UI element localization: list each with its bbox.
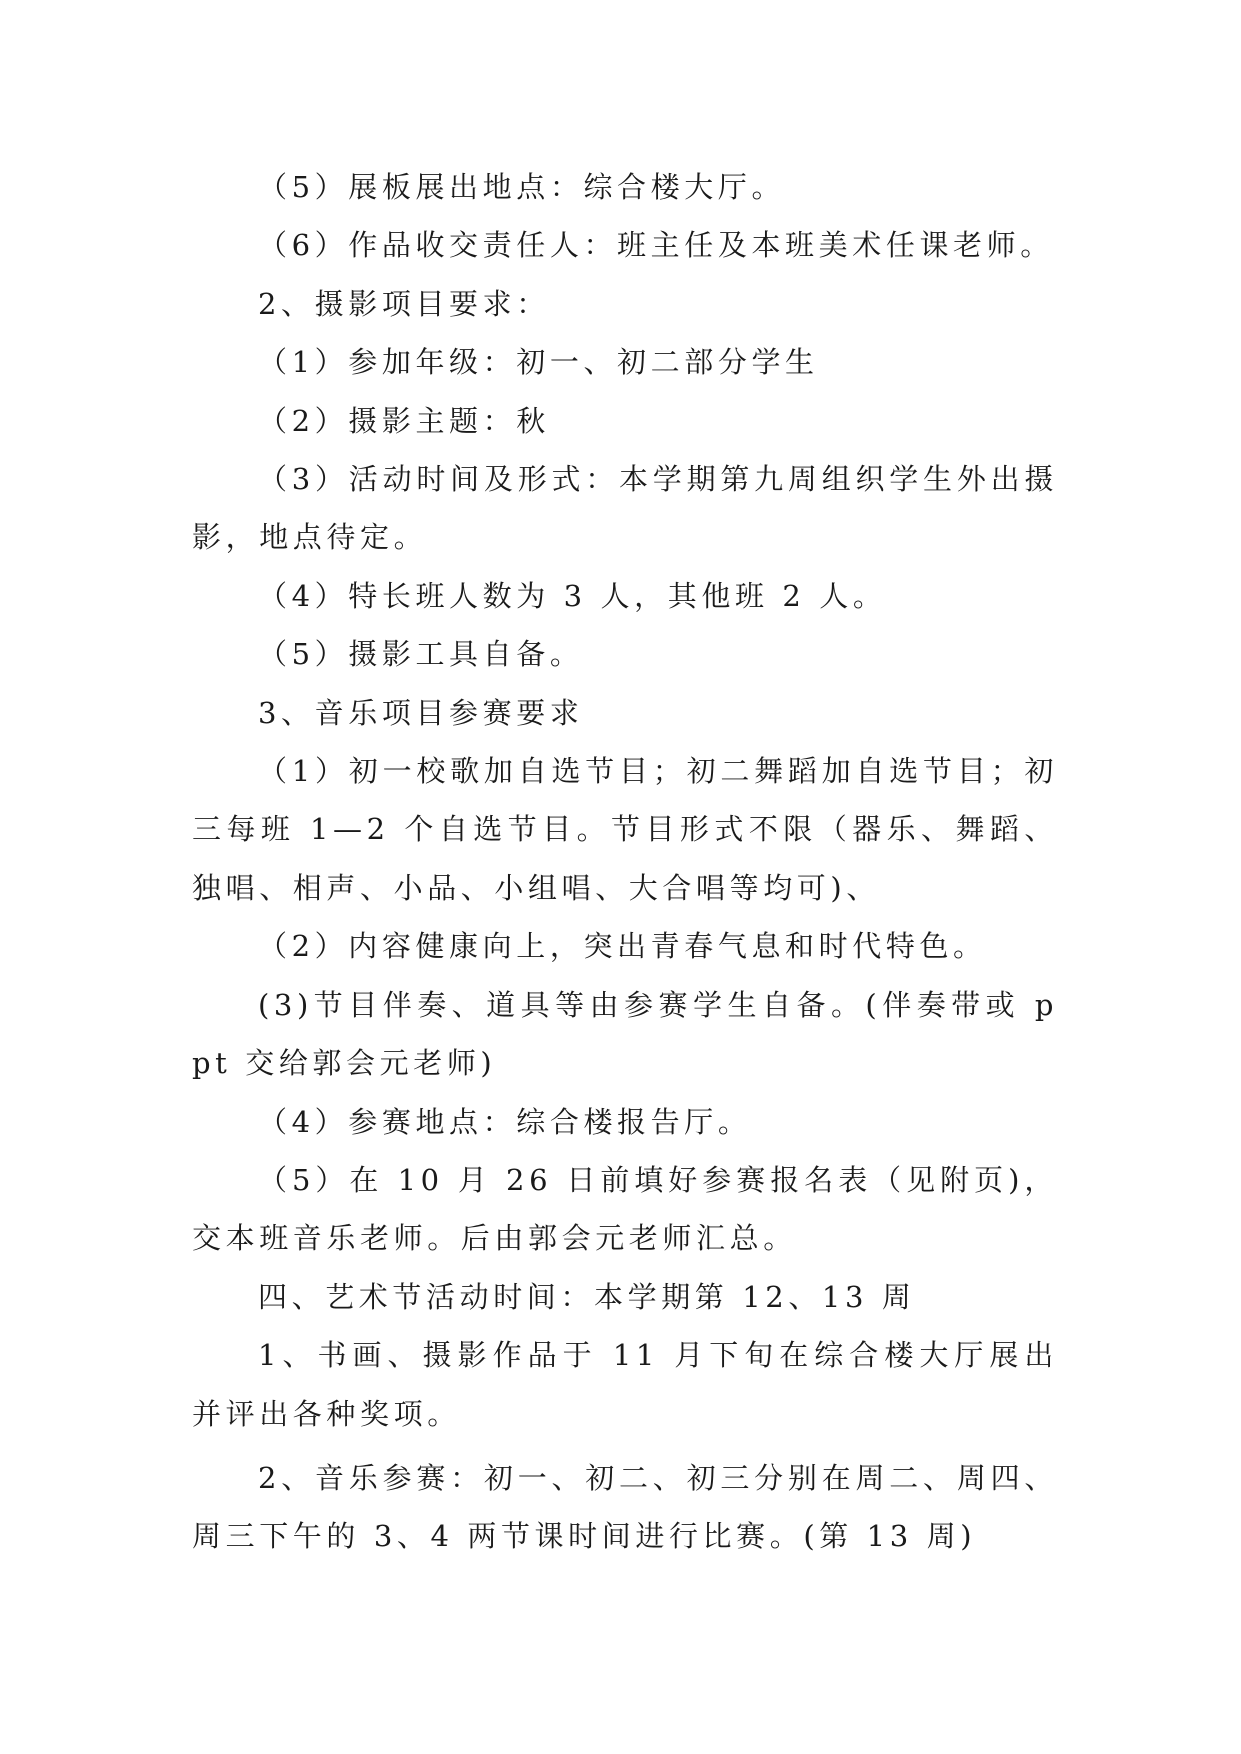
paragraph-music-programs: （1）初一校歌加自选节目；初二舞蹈加自选节目；初三每班 1—2 个自选节目。节目形式不限（器乐、舞蹈、独唱、相声、小品、小组唱、大合唱等均可)、 [192, 754, 1058, 905]
section-music-requirements: 3、音乐项目参赛要求 [258, 695, 584, 730]
paragraph-photography-theme: （2）摄影主题：秋 [258, 403, 550, 438]
paragraph-photography-tools: （5）摄影工具自备。 [258, 637, 584, 672]
paragraph-collection-responsible: （6）作品收交责任人：班主任及本班美术任课老师。 [258, 228, 1054, 263]
paragraph-photography-quota: （4）特长班人数为 3 人，其他班 2 人。 [258, 578, 887, 613]
paragraph-music-registration: （5）在 10 月 26 日前填好参赛报名表（见附页)，交本班音乐老师。后由郭会元老师汇总。 [192, 1162, 1058, 1256]
paragraph-music-competition-schedule: 2、音乐参赛：初一、初二、初三分别在周二、周四、周三下午的 3、4 两节课时间进行比赛。(第 13 周) [192, 1460, 1058, 1554]
paragraph-photography-time-form: （3）活动时间及形式：本学期第九周组织学生外出摄影，地点待定。 [192, 462, 1058, 555]
paragraph-music-content: （2）内容健康向上，突出青春气息和时代特色。 [258, 929, 987, 964]
paragraph-music-venue: （4）参赛地点：综合楼报告厅。 [258, 1104, 752, 1139]
paragraph-photography-grades: （1）参加年级：初一、初二部分学生 [258, 345, 819, 380]
section-festival-schedule: 四、艺术节活动时间：本学期第 12、13 周 [258, 1279, 916, 1314]
paragraph-display-location: （5）展板展出地点：综合楼大厅。 [258, 170, 786, 204]
section-photography-requirements: 2、摄影项目要求： [258, 286, 550, 321]
paragraph-exhibition-awards: 1、书画、摄影作品于 11 月下旬在综合楼大厅展出并评出各种奖项。 [192, 1338, 1058, 1431]
paragraph-music-accompaniment: (3)节目伴奏、道具等由参赛学生自备。(伴奏带或 ppt 交给郭会元老师) [192, 987, 1058, 1081]
document-body [192, 158, 1058, 1566]
